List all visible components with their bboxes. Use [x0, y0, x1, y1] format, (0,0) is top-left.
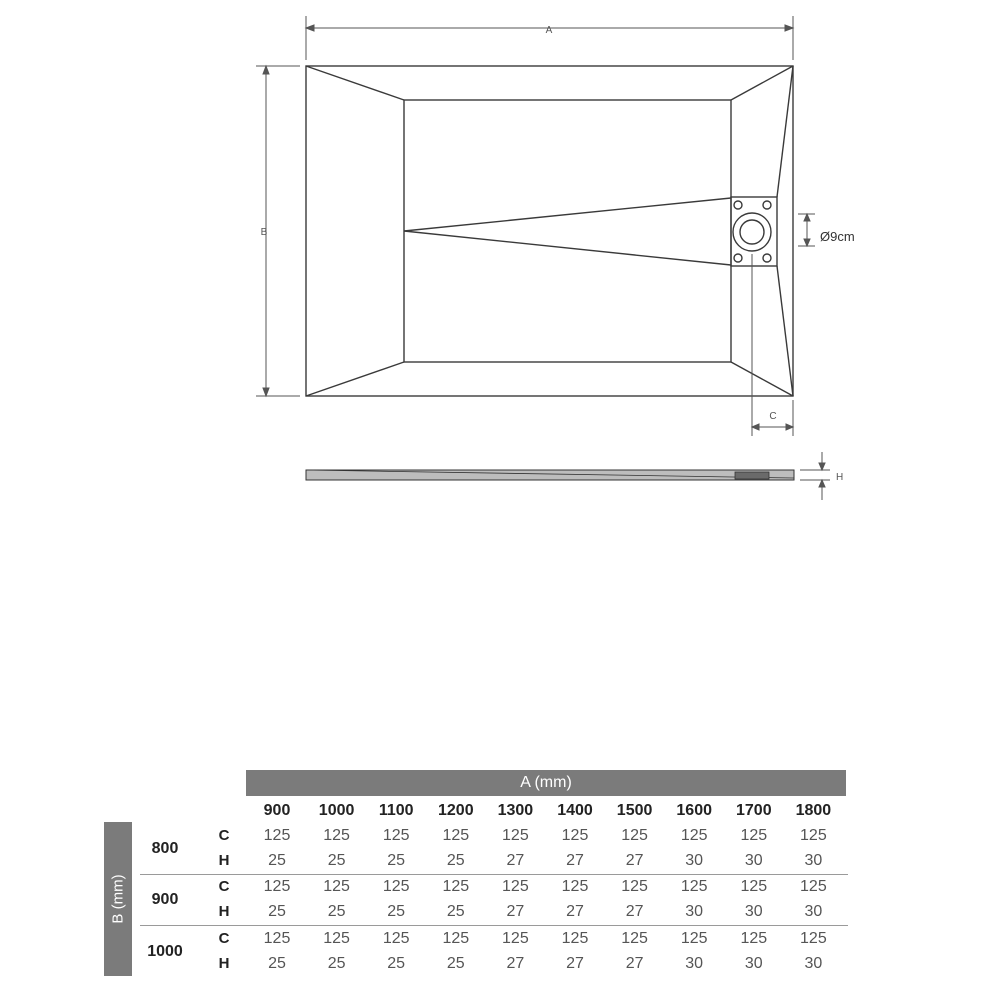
cell-c: 125	[680, 827, 708, 844]
column-header: 1000	[318, 802, 355, 819]
sub-label-c: C	[218, 930, 230, 947]
dim-b-label: B	[260, 227, 268, 238]
column-header: 1500	[616, 802, 653, 819]
cell-c: 125	[382, 878, 410, 895]
column-header: 1200	[438, 802, 474, 819]
column-header: 900	[263, 802, 291, 819]
row-separator	[140, 925, 848, 926]
cell-h: 30	[685, 903, 704, 920]
cell-c: 125	[561, 930, 589, 947]
cell-h: 30	[744, 955, 763, 972]
cell-h: 30	[744, 852, 763, 869]
dim-c-label: C	[769, 411, 777, 422]
cell-h: 25	[446, 903, 465, 920]
cell-c: 125	[502, 827, 529, 844]
a-mm-header: A (mm)	[246, 770, 846, 796]
cell-c: 125	[621, 930, 648, 947]
cell-c: 125	[263, 930, 291, 947]
cell-h: 27	[506, 955, 525, 972]
column-header: 1700	[736, 802, 772, 819]
cell-c: 125	[382, 827, 410, 844]
sub-label-c: C	[218, 878, 230, 895]
sub-label-h: H	[218, 955, 230, 972]
cell-c: 125	[800, 930, 827, 947]
cell-h: 30	[804, 955, 823, 972]
cell-c: 125	[323, 878, 350, 895]
cell-h: 27	[506, 903, 525, 920]
cell-c: 125	[621, 827, 648, 844]
cell-h: 30	[804, 903, 823, 920]
cell-h: 25	[387, 955, 406, 972]
cell-h: 27	[566, 955, 584, 972]
cell-h: 25	[387, 903, 406, 920]
cell-h: 25	[387, 852, 406, 869]
dim-h-label: H	[836, 472, 844, 483]
column-header: 1100	[378, 802, 414, 819]
cell-h: 27	[625, 852, 644, 869]
row-separator	[140, 874, 848, 875]
cell-h: 25	[327, 955, 346, 972]
cell-c: 125	[680, 878, 708, 895]
cell-h: 27	[625, 955, 644, 972]
cell-h: 30	[804, 852, 823, 869]
cell-c: 125	[323, 827, 350, 844]
cell-h: 27	[566, 903, 584, 920]
cell-c: 125	[800, 878, 827, 895]
row-label-b: 1000	[147, 943, 183, 960]
cell-h: 25	[268, 955, 286, 972]
cell-c: 125	[263, 827, 291, 844]
cell-h: 25	[327, 903, 346, 920]
cell-h: 30	[744, 903, 763, 920]
column-header: 1300	[497, 802, 534, 819]
cell-h: 25	[268, 852, 286, 869]
sub-label-h: H	[218, 903, 230, 920]
sub-label-c: C	[218, 827, 230, 844]
cell-h: 27	[625, 903, 644, 920]
row-label-b: 900	[151, 891, 179, 908]
column-header: 1400	[557, 802, 593, 819]
b-mm-header: B (mm)	[109, 874, 127, 924]
cell-c: 125	[502, 930, 529, 947]
cell-h: 27	[566, 852, 584, 869]
cell-h: 25	[268, 903, 286, 920]
cell-c: 125	[740, 827, 768, 844]
cell-h: 30	[685, 852, 704, 869]
cell-c: 125	[382, 930, 410, 947]
cell-c: 125	[263, 878, 291, 895]
cell-c: 125	[502, 878, 529, 895]
cell-c: 125	[740, 878, 768, 895]
cell-h: 25	[446, 852, 465, 869]
cell-h: 27	[506, 852, 525, 869]
cell-c: 125	[740, 930, 768, 947]
cell-c: 125	[800, 827, 827, 844]
cell-c: 125	[621, 878, 648, 895]
cell-c: 125	[561, 878, 589, 895]
sub-label-h: H	[218, 852, 230, 869]
cell-h: 25	[446, 955, 465, 972]
row-label-b: 800	[151, 840, 179, 857]
cell-c: 125	[323, 930, 350, 947]
column-header: 1800	[795, 802, 832, 819]
cell-h: 30	[685, 955, 704, 972]
b-mm-header-bar	[104, 822, 132, 976]
cell-c: 125	[561, 827, 589, 844]
cell-c: 125	[442, 930, 470, 947]
cell-h: 25	[327, 852, 346, 869]
dim-a-label: A	[545, 25, 553, 36]
cell-c: 125	[442, 878, 470, 895]
cell-c: 125	[680, 930, 708, 947]
cell-c: 125	[442, 827, 470, 844]
drain-diameter-label: Ø9cm	[820, 229, 855, 244]
column-header: 1600	[676, 802, 712, 819]
